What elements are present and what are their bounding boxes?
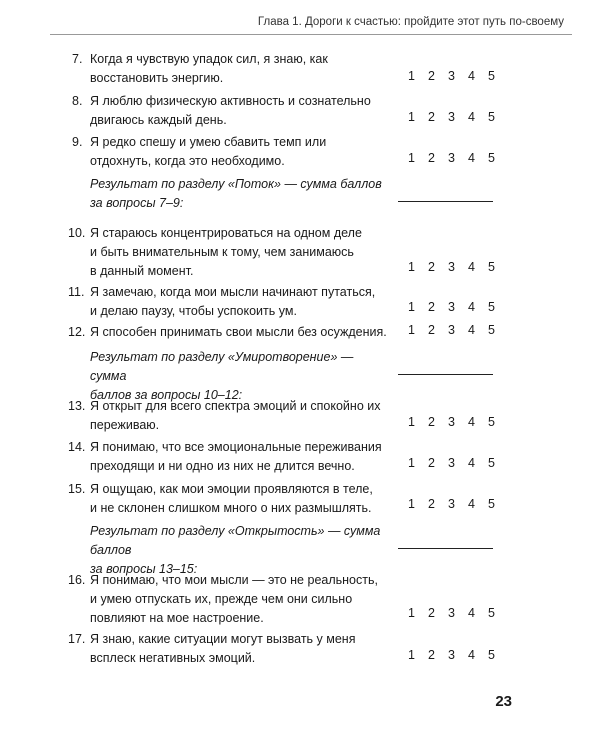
result-line: за вопросы 7–9:: [90, 196, 184, 210]
rating-option[interactable]: 2: [428, 69, 435, 83]
rating-option[interactable]: 4: [468, 323, 475, 337]
rating-option[interactable]: 3: [448, 260, 455, 274]
question-13: [68, 397, 400, 435]
rating-scale-9: [408, 151, 508, 165]
rating-option[interactable]: 2: [428, 415, 435, 429]
rating-option[interactable]: 5: [488, 606, 495, 620]
rating-scale-13: [408, 415, 508, 429]
rating-option[interactable]: 2: [428, 110, 435, 124]
rating-scale-11: [408, 300, 508, 314]
question-number: 14.: [68, 440, 86, 454]
rating-option[interactable]: 4: [468, 456, 475, 470]
page-number: 23: [495, 693, 512, 710]
rating-option[interactable]: 2: [428, 648, 435, 662]
rating-option[interactable]: 3: [448, 606, 455, 620]
question-line: двигаюсь каждый день.: [90, 113, 227, 127]
rating-scale-7: [408, 69, 508, 83]
result-line: Результат по разделу «Умиротворение» — сумма: [90, 350, 354, 383]
rating-option[interactable]: 2: [428, 260, 435, 274]
question-number: 10.: [68, 226, 86, 240]
question-10: [68, 224, 400, 281]
rating-option[interactable]: 2: [428, 456, 435, 470]
question-line: и делаю паузу, чтобы успокоить ум.: [90, 304, 297, 318]
rating-option[interactable]: 4: [468, 648, 475, 662]
rating-option[interactable]: 1: [408, 323, 415, 337]
rating-option[interactable]: 4: [468, 497, 475, 511]
rating-option[interactable]: 5: [488, 300, 495, 314]
question-line: повлияют на мое настроение.: [90, 611, 264, 625]
rating-option[interactable]: 1: [408, 648, 415, 662]
rating-option[interactable]: 3: [448, 497, 455, 511]
rating-option[interactable]: 5: [488, 323, 495, 337]
rating-option[interactable]: 4: [468, 69, 475, 83]
question-line: и не склонен слишком много о них размышлять.: [90, 501, 372, 515]
result-calm-blank[interactable]: [398, 373, 493, 375]
question-line: в данный момент.: [90, 264, 194, 278]
rating-option[interactable]: 4: [468, 300, 475, 314]
rating-option[interactable]: 4: [468, 606, 475, 620]
question-number: 13.: [68, 399, 86, 413]
question-line: отдохнуть, когда это необходимо.: [90, 154, 285, 168]
rating-option[interactable]: 3: [448, 648, 455, 662]
rating-option[interactable]: 4: [468, 151, 475, 165]
rating-option[interactable]: 5: [488, 648, 495, 662]
rating-option[interactable]: 4: [468, 260, 475, 274]
rating-option[interactable]: 5: [488, 497, 495, 511]
question-number: 17.: [68, 632, 86, 646]
rating-scale-16: [408, 606, 508, 620]
question-line: восстановить энергию.: [90, 71, 224, 85]
header-rule: [50, 34, 572, 35]
rating-scale-14: [408, 456, 508, 470]
rating-option[interactable]: 3: [448, 69, 455, 83]
rating-scale-10: [408, 260, 508, 274]
rating-option[interactable]: 1: [408, 606, 415, 620]
rating-option[interactable]: 3: [448, 151, 455, 165]
rating-option[interactable]: 2: [428, 300, 435, 314]
question-line: Я редко спешу и умею сбавить темп или: [90, 135, 327, 149]
question-line: переживаю.: [90, 418, 160, 432]
result-line: баллов за вопросы 10–12:: [90, 388, 243, 402]
result-flow: [90, 175, 390, 213]
rating-option[interactable]: 5: [488, 260, 495, 274]
question-line: преходящи и ни одно из них не длится вечно.: [90, 459, 355, 473]
question-8: [72, 92, 400, 130]
question-number: 16.: [68, 573, 86, 587]
rating-scale-12: [408, 323, 508, 337]
rating-option[interactable]: 1: [408, 151, 415, 165]
rating-option[interactable]: 3: [448, 300, 455, 314]
result-flow-blank[interactable]: [398, 200, 493, 202]
question-16: [68, 571, 400, 628]
rating-option[interactable]: 2: [428, 606, 435, 620]
question-line: и умею отпускать их, прежде чем они сильно: [90, 592, 353, 606]
rating-option[interactable]: 4: [468, 415, 475, 429]
question-line: всплеск негативных эмоций.: [90, 651, 256, 665]
rating-option[interactable]: 5: [488, 151, 495, 165]
rating-option[interactable]: 5: [488, 415, 495, 429]
rating-scale-17: [408, 648, 508, 662]
result-line: Результат по разделу «Поток» — сумма баллов: [90, 177, 382, 191]
question-line: Я замечаю, когда мои мысли начинают путаться,: [90, 285, 376, 299]
rating-option[interactable]: 1: [408, 456, 415, 470]
question-line: Когда я чувствую упадок сил, я знаю, как: [90, 52, 328, 66]
running-header: Глава 1. Дороги к счастью: пройдите этот путь по-своему: [257, 16, 564, 28]
question-line: Я ощущаю, как мои эмоции проявляются в теле,: [90, 482, 373, 496]
question-15: [68, 480, 400, 518]
rating-option[interactable]: 3: [448, 456, 455, 470]
result-line: за вопросы 13–15:: [90, 562, 198, 576]
question-line: Я понимаю, что мои мысли — это не реальность,: [90, 573, 378, 587]
question-number: 8.: [72, 94, 83, 108]
question-14: [68, 438, 400, 476]
rating-option[interactable]: 1: [408, 260, 415, 274]
question-line: Я способен принимать свои мысли без осуждения.: [90, 325, 387, 339]
question-line: Я люблю физическую активность и сознательно: [90, 94, 371, 108]
result-line: Результат по разделу «Открытость» — сумма баллов: [90, 524, 381, 557]
rating-option[interactable]: 3: [448, 415, 455, 429]
question-7: [72, 50, 400, 88]
rating-option[interactable]: 1: [408, 110, 415, 124]
question-line: Я понимаю, что все эмоциональные переживания: [90, 440, 382, 454]
rating-option[interactable]: 1: [408, 300, 415, 314]
question-line: и быть внимательным к тому, чем занимаюсь: [90, 245, 354, 259]
rating-option[interactable]: 5: [488, 69, 495, 83]
rating-option[interactable]: 3: [448, 323, 455, 337]
rating-scale-8: [408, 110, 508, 124]
question-number: 15.: [68, 482, 86, 496]
rating-option[interactable]: 2: [428, 323, 435, 337]
rating-scale-15: [408, 497, 508, 511]
question-12: [68, 323, 400, 342]
rating-option[interactable]: 4: [468, 110, 475, 124]
question-number: 12.: [68, 325, 86, 339]
rating-option[interactable]: 1: [408, 69, 415, 83]
question-11: [68, 283, 400, 321]
rating-option[interactable]: 3: [448, 110, 455, 124]
rating-option[interactable]: 1: [408, 415, 415, 429]
rating-option[interactable]: 5: [488, 456, 495, 470]
question-line: Я знаю, какие ситуации могут вызвать у меня: [90, 632, 356, 646]
rating-option[interactable]: 5: [488, 110, 495, 124]
question-number: 9.: [72, 135, 83, 149]
rating-option[interactable]: 2: [428, 151, 435, 165]
rating-option[interactable]: 2: [428, 497, 435, 511]
question-17: [68, 630, 400, 668]
rating-option[interactable]: 1: [408, 497, 415, 511]
question-number: 11.: [68, 285, 85, 299]
question-number: 7.: [72, 52, 83, 66]
result-openness-blank[interactable]: [398, 547, 493, 549]
question-line: Я стараюсь концентрироваться на одном деле: [90, 226, 362, 240]
question-line: Я открыт для всего спектра эмоций и спокойно их: [90, 399, 381, 413]
question-9: [72, 133, 400, 171]
